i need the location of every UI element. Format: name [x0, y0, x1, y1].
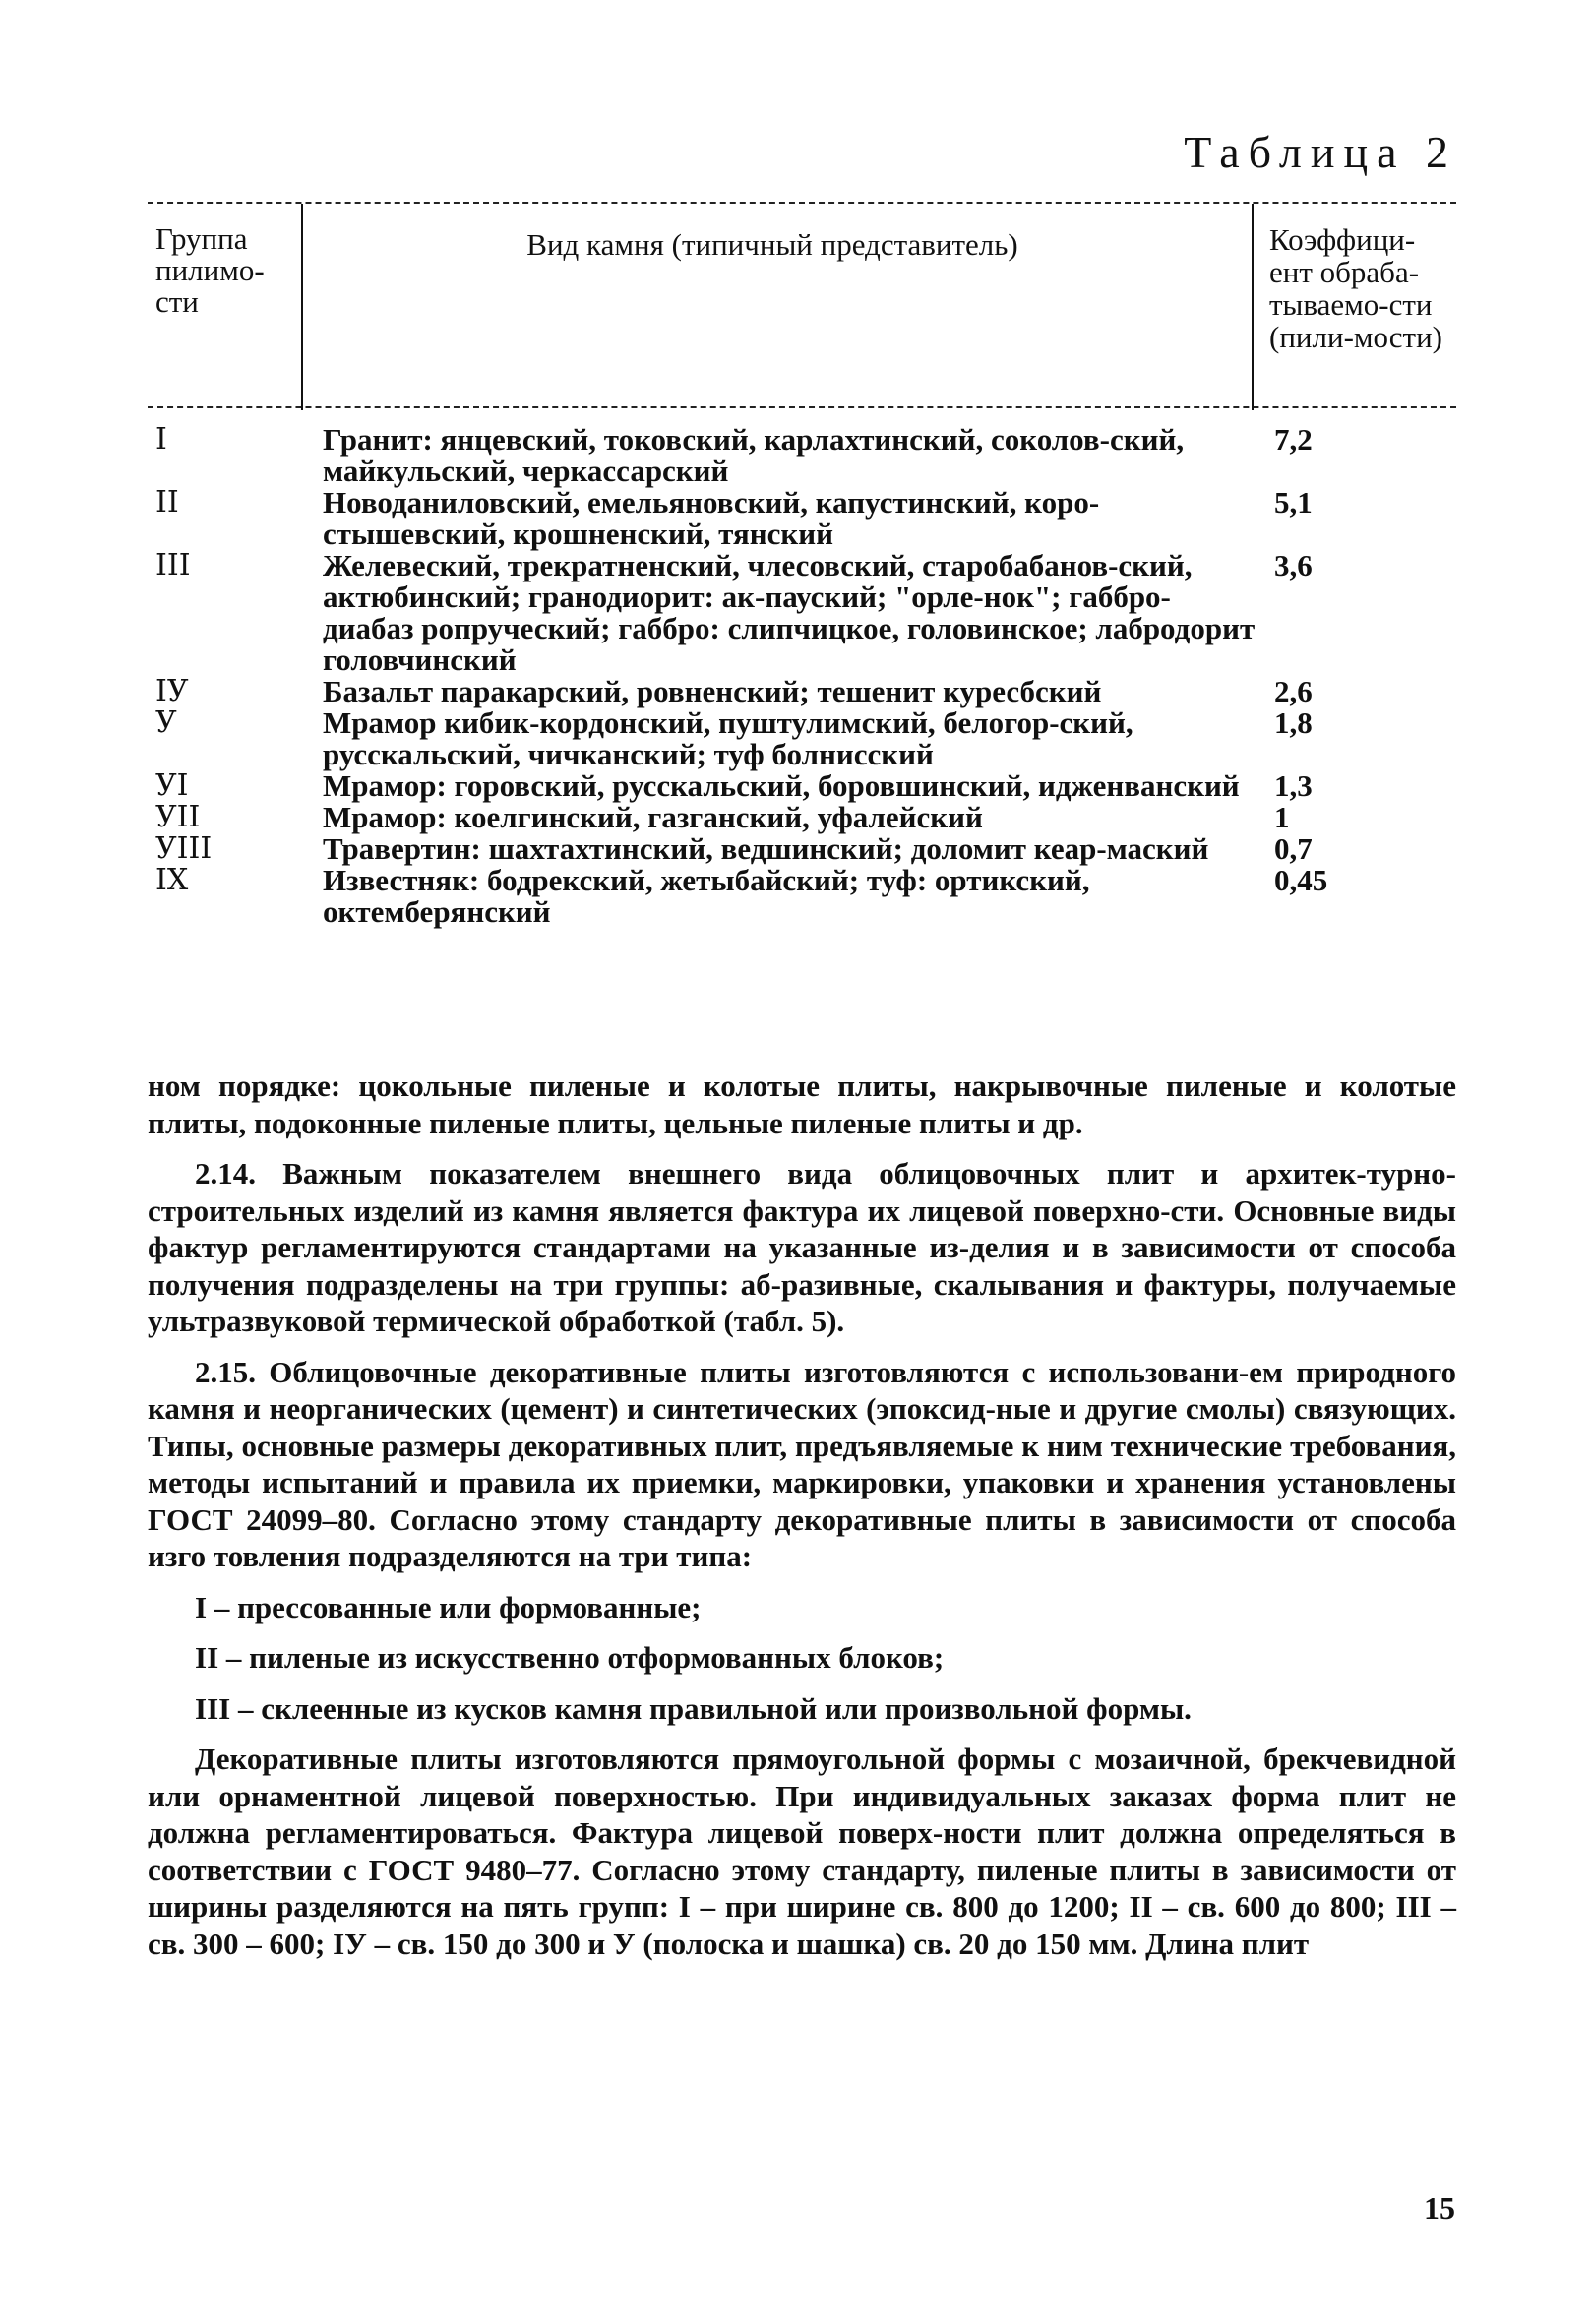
- section-number: 2.14.: [195, 1156, 256, 1191]
- cell-coef: 2,6: [1274, 674, 1313, 708]
- table-row: [148, 550, 1456, 676]
- cell-group: УIII: [155, 831, 213, 866]
- paragraph-decorative: Декоративные плиты изготовляются прямоугольной формы с мозаичной, брекчевидной или орнаментной лицевой поверхностью. При индивидуальных заказах форма плит не должна регламентироваться. Фактура лицевой поверх-ности плит должна определяться в соответствии с ГОСТ 9480–77. Согласно этому стандарту, пиленые плиты в зависимости от ширины разделяются на пять групп: I – при ширине св. 800 до 1200; II – св. 600 до 800; III – св. 300 – 600; IУ – св. 150 до 300 и У (полоска и шашка) св. 20 до 150 мм. Длина плит: [148, 1742, 1456, 1961]
- table-caption: Таблица 2: [1184, 127, 1457, 177]
- page-number: 15: [1424, 2190, 1455, 2226]
- cell-coef: 1: [1274, 800, 1290, 834]
- cell-coef: 5,1: [1274, 485, 1313, 520]
- cell-group: У: [155, 705, 177, 740]
- cell-kind: Базальт паракарский, ровненский; тешенит куресбский: [323, 674, 1102, 708]
- cell-group: I: [155, 422, 167, 457]
- table-header-rule: [148, 406, 1456, 408]
- header-divider-2: [1252, 204, 1254, 410]
- cell-kind: Мрамор: коелгинский, газганский, уфалейский: [323, 800, 983, 834]
- cell-kind: Травертин: шахтахтинский, ведшинский; доломит кеар-маский: [323, 831, 1209, 866]
- body-text: [148, 1068, 1456, 1962]
- table-row: [148, 770, 1456, 802]
- header-kind: Вид камня (типичный представитель): [526, 227, 1018, 262]
- table-row: [148, 676, 1456, 707]
- cell-coef: 1,8: [1274, 705, 1313, 740]
- table-row: [148, 487, 1456, 550]
- cell-group: III: [155, 548, 191, 582]
- cell-kind: Известняк: бодрекский, жетыбайский; туф: ортикский, октемберянский: [323, 863, 1090, 929]
- table-header: [148, 204, 1456, 406]
- header-coef: Коэффици-ент обраба-тываемо-сти (пили-мости): [1269, 222, 1442, 354]
- paragraph-continuation: ном порядке: цокольные пиленые и колотые плиты, накрывочные пиленые и колотые плиты, подоконные пиленые плиты, цельные пиленые плиты и др.: [148, 1069, 1456, 1140]
- table-body: [148, 424, 1456, 928]
- cell-coef: 0,45: [1274, 863, 1328, 897]
- cell-kind: Гранит: янцевский, токовский, карлахтинский, соколов-ский, майкульский, черкассарский: [323, 422, 1185, 488]
- cell-group: УII: [155, 800, 201, 834]
- list-item: I – прессованные или формованные;: [195, 1589, 702, 1624]
- cell-group: IX: [155, 863, 189, 897]
- list-item: II – пиленые из искусственно отформованных блоков;: [195, 1640, 945, 1675]
- stone-table: [148, 202, 1456, 928]
- paragraph-text: Важным показателем внешнего вида облицовочных плит и архитек-турно-строительных изделий из камня является фактура их лицевой поверхно-сти. Основные виды фактур регламентируются стандартами на указанные из-делия и в зависимости от способа получения подразделены на три группы: аб-разивные, скалывания и фактуры, получаемые ультразвуковой термической обработкой (табл. 5).: [148, 1156, 1456, 1338]
- cell-group: УI: [155, 768, 189, 803]
- paragraph-2-14: [148, 1155, 1456, 1340]
- cell-group: IУ: [155, 674, 189, 708]
- table-row: [148, 707, 1456, 770]
- cell-coef: 0,7: [1274, 831, 1313, 866]
- section-number: 2.15.: [195, 1354, 256, 1389]
- cell-kind: Мрамор кибик-кордонский, пуштулимский, белогор-ский, русскальский, чичканский; туф болнисский: [323, 705, 1133, 771]
- table-row: [148, 802, 1456, 833]
- header-group: Группа пилимо-сти: [155, 221, 265, 319]
- cell-coef: 3,6: [1274, 548, 1313, 582]
- table-row: [148, 865, 1456, 928]
- paragraph-text: Облицовочные декоративные плиты изготовляются с использовани-ем природного камня и неорганических (цемент) и синтетических (эпоксид-ные и другие смолы) связующих. Типы, основные размеры декоративных плит, предъявляемые к ним технические требования, методы испытаний и правила их приемки, маркировки, упаковки и хранения установлены ГОСТ 24099–80. Согласно этому стандарту декоративные плиты в зависимости от способа изго товления подразделяются на три типа:: [148, 1354, 1456, 1573]
- list-item: III – склеенные из кусков камня правильной или произвольной формы.: [195, 1690, 1192, 1726]
- cell-kind: Мрамор: горовский, русскальский, боровшинский, идженванский: [323, 768, 1240, 803]
- cell-kind: Новоданиловский, емельяновский, капустинский, коро-стышевский, крошненский, тянский: [323, 485, 1100, 551]
- cell-coef: 1,3: [1274, 768, 1313, 803]
- cell-group: II: [155, 485, 179, 520]
- table-row: [148, 424, 1456, 487]
- cell-kind: Желевеский, трекратненский, члесовский, старобабанов-ский, актюбинский; гранодиорит: ак-пауский; "орле-нок"; габбро-диабаз ропруческий; габбро: слипчицкое, головинское; лабродорит головчинский: [323, 548, 1256, 677]
- cell-coef: 7,2: [1274, 422, 1313, 457]
- table-row: [148, 833, 1456, 865]
- paragraph-2-15: [148, 1354, 1456, 1575]
